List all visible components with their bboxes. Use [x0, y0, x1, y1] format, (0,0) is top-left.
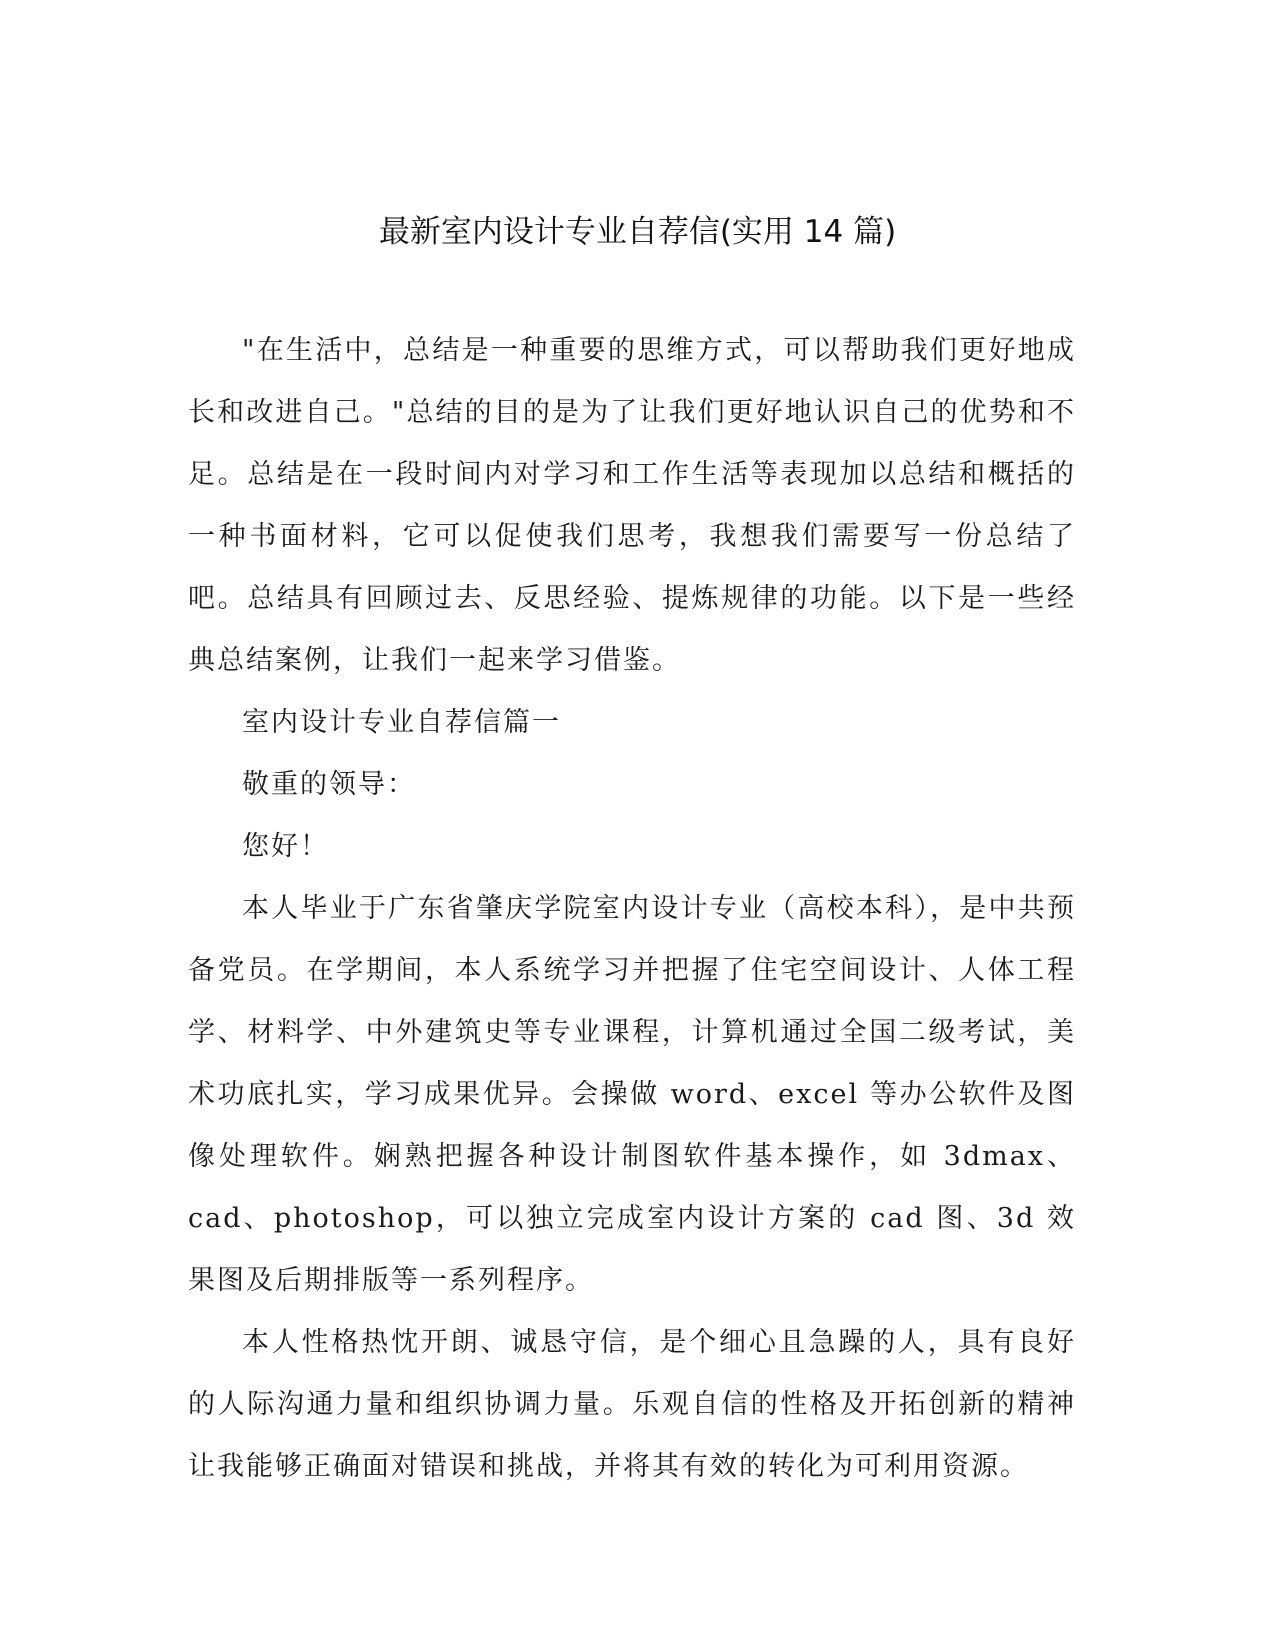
education-paragraph: 本人毕业于广东省肇庆学院室内设计专业（高校本科），是中共预备党员。在学期间，本人系统学习并把握了住宅空间设计、人体工程学、材料学、中外建筑史等专业课程，计算机通过全国二级考试，美术功底扎实，学习成果优异。会操做 word、excel 等办公软件及图像处理软件。娴熟把握各种设计制图软件基本操作，如 3dmax、cad、photoshop，可以独立完成室内设计方案的 cad 图、3d 效果图及后期排版等一系列程序。: [188, 893, 1076, 1296]
greeting: 您好！: [242, 831, 329, 862]
salutation: 敬重的领导：: [242, 769, 416, 800]
section-heading: 室内设计专业自荐信篇一: [242, 707, 561, 738]
document-title: 最新室内设计专业自荐信(实用 14 篇): [378, 214, 897, 250]
intro-paragraph: "在生活中，总结是一种重要的思维方式，可以帮助我们更好地成长和改进自己。"总结的目的是为了让我们更好地认识自己的优势和不足。总结是在一段时间内对学习和工作生活等表现加以总结和概括的一种书面材料，它可以促使我们思考，我想我们需要写一份总结了吧。总结具有回顾过去、反思经验、提炼规律的功能。以下是一些经典总结案例，让我们一起来学习借鉴。: [188, 335, 1076, 676]
personality-paragraph: 本人性格热忱开朗、诚恳守信，是个细心且急躁的人，具有良好的人际沟通力量和组织协调力量。乐观自信的性格及开拓创新的精神让我能够正确面对错误和挑战，并将其有效的转化为可利用资源。: [188, 1327, 1076, 1482]
document-body: [188, 320, 1076, 1498]
